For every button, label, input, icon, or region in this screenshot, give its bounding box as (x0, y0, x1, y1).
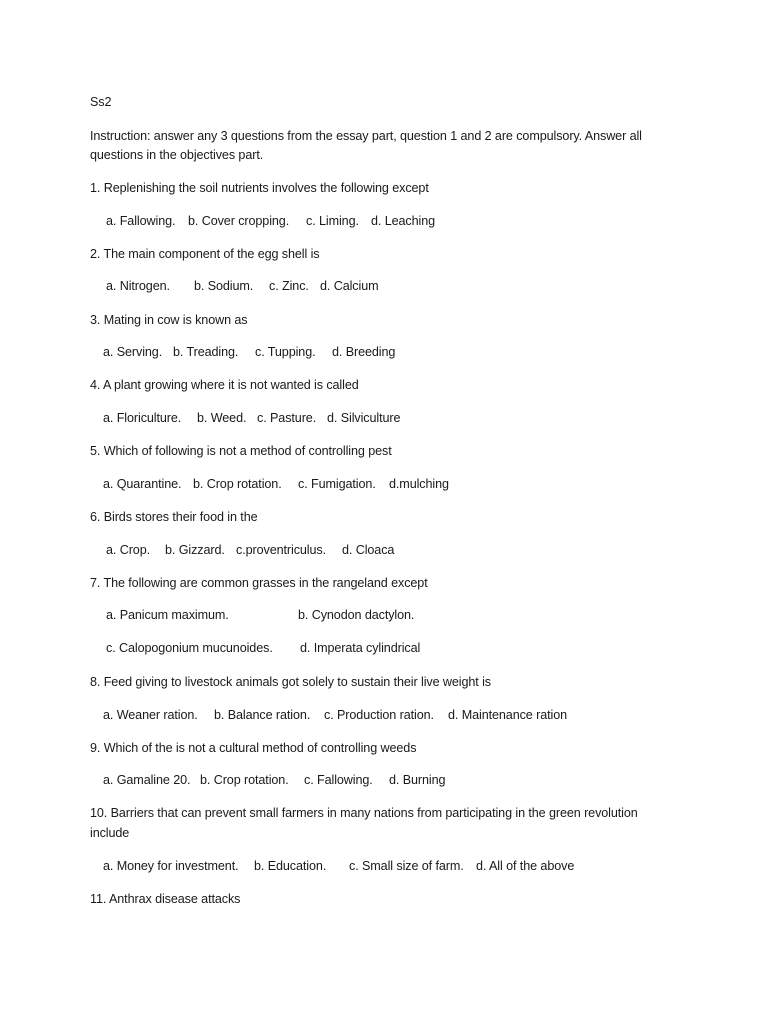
question-4-option-a: a. Floriculture. (103, 411, 182, 425)
class-heading: Ss2 (90, 95, 112, 109)
question-1-option-d: d. Leaching (371, 214, 436, 228)
question-7-option-d: d. Imperata cylindrical (300, 641, 421, 655)
question-3: 3. Mating in cow is known as (90, 313, 248, 327)
question-2: 2. The main component of the egg shell is (90, 247, 320, 261)
question-3-option-d: d. Breeding (332, 345, 396, 359)
question-1-option-a: a. Fallowing. (106, 214, 176, 228)
question-3-option-c: c. Tupping. (255, 345, 316, 359)
question-6-option-d: d. Cloaca (342, 543, 395, 557)
question-6-option-a: a. Crop. (106, 543, 150, 557)
question-6-option-c: c.proventriculus. (236, 543, 326, 557)
question-8-option-c: c. Production ration. (324, 708, 434, 722)
question-9: 9. Which of the is not a cultural method of controlling weeds (90, 741, 417, 755)
question-7-option-c: c. Calopogonium mucunoides. (106, 641, 273, 655)
question-7: 7. The following are common grasses in the rangeland except (90, 576, 428, 590)
question-5-option-c: c. Fumigation. (298, 477, 376, 491)
question-2-option-c: c. Zinc. (269, 279, 309, 293)
question-9-option-b: b. Crop rotation. (200, 773, 289, 787)
question-5-option-b: b. Crop rotation. (193, 477, 282, 491)
question-2-option-b: b. Sodium. (194, 279, 254, 293)
question-8-option-b: b. Balance ration. (214, 708, 311, 722)
question-4-option-d: d. Silviculture (327, 411, 401, 425)
question-7-option-b: b. Cynodon dactylon. (298, 608, 415, 622)
question-10: 10. Barriers that can prevent small farmers in many nations from participating in the green revolution (90, 806, 638, 820)
question-5-option-d: d.mulching (389, 477, 449, 491)
instruction-line-2: questions in the objectives part. (90, 148, 264, 162)
question-2-option-a: a. Nitrogen. (106, 279, 170, 293)
question-5-option-a: a. Quarantine. (103, 477, 182, 491)
question-8-option-d: d. Maintenance ration (448, 708, 568, 722)
question-3-option-b: b. Treading. (173, 345, 239, 359)
question-9-option-c: c. Fallowing. (304, 773, 373, 787)
question-4-option-c: c. Pasture. (257, 411, 317, 425)
question-1-option-b: b. Cover cropping. (188, 214, 290, 228)
question-8: 8. Feed giving to livestock animals got solely to sustain their live weight is (90, 675, 491, 689)
question-9-option-d: d. Burning (389, 773, 446, 787)
question-11: 11. Anthrax disease attacks (90, 892, 241, 906)
question-4-option-b: b. Weed. (197, 411, 247, 425)
question-10-option-c: c. Small size of farm. (349, 859, 464, 873)
question-9-option-a: a. Gamaline 20. (103, 773, 191, 787)
question-10-option-b: b. Education. (254, 859, 327, 873)
question-3-option-a: a. Serving. (103, 345, 163, 359)
question-1-option-c: c. Liming. (306, 214, 359, 228)
question-10-option-d: d. All of the above (476, 859, 575, 873)
question-1: 1. Replenishing the soil nutrients involves the following except (90, 181, 429, 195)
question-10-option-a: a. Money for investment. (103, 859, 239, 873)
question-2-option-d: d. Calcium (320, 279, 379, 293)
question-8-option-a: a. Weaner ration. (103, 708, 198, 722)
question-6: 6. Birds stores their food in the (90, 510, 258, 524)
question-4: 4. A plant growing where it is not wanted is called (90, 378, 359, 392)
question-7-option-a: a. Panicum maximum. (106, 608, 229, 622)
question-10-continued: include (90, 826, 130, 840)
instruction-line-1: Instruction: answer any 3 questions from the essay part, question 1 and 2 are compulsory. Answer all (90, 129, 642, 143)
question-5: 5. Which of following is not a method of controlling pest (90, 444, 392, 458)
question-6-option-b: b. Gizzard. (165, 543, 225, 557)
